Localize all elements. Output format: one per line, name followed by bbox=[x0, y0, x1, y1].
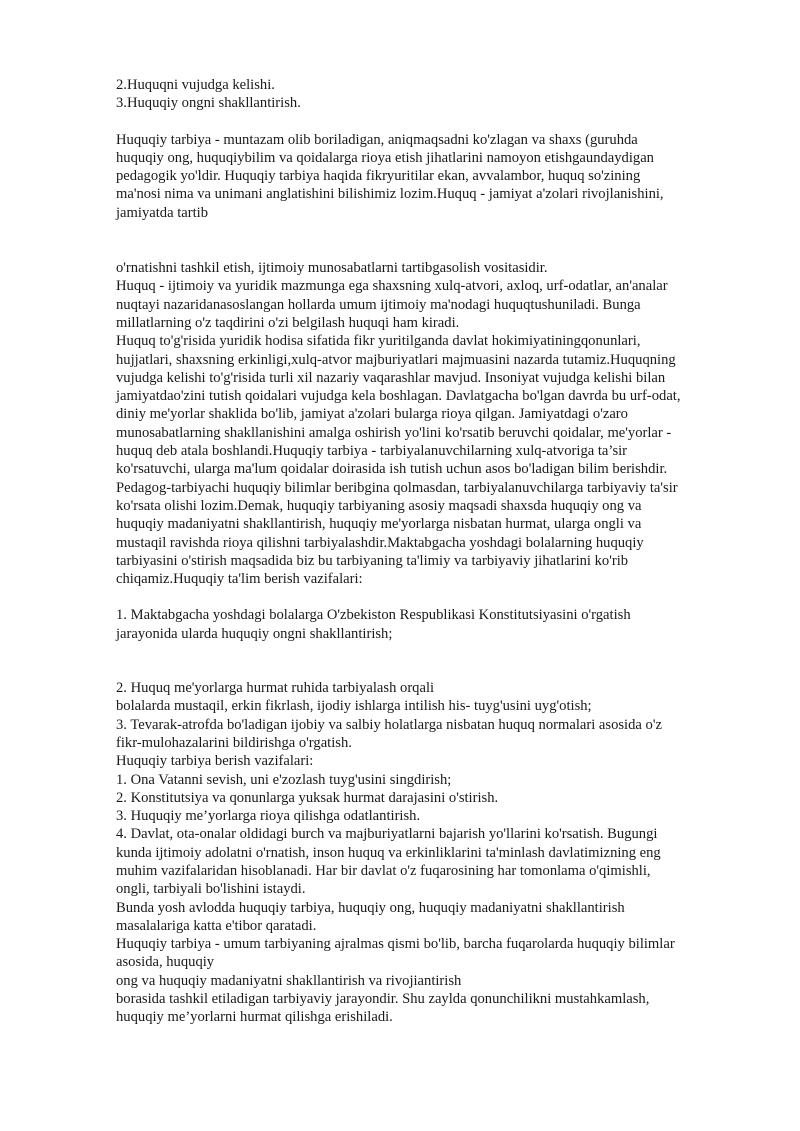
text-line: muhim vazifalaridan hisoblanadi. Har bir davlat o'z fuqarosining har tomonlama o'qimishli, bbox=[116, 862, 651, 879]
text-line: kunda ijtimoiy adolatni o'rnatish, inson huquq va erkinliklarini ta'minlash davlatimizning eng bbox=[116, 844, 661, 861]
text-line: mustaqil ravishda rioya qilishni tarbiyalashdir.Maktabgacha yoshdagi bolalarning huquqiy bbox=[116, 534, 644, 551]
text-line: nuqtayi nazaridanasoslangan hollarda umum ijtimoiy ma'nodagi huquqtushuniladi. Bunga bbox=[116, 296, 641, 313]
paragraph-4 bbox=[116, 679, 740, 1027]
text-line: hujjatlari, shaxsning erkinligi,xulq-atvor majburiyatlari majmuasini nazarda tutamiz.Huquqning bbox=[116, 351, 676, 368]
text-line: Huquqiy tarbiya berish vazifalari: bbox=[116, 753, 314, 770]
text-line: Huquqiy tarbiya - muntazam olib boriladigan, aniqmaqsadni ko'zlagan va shaxs (guruhda bbox=[116, 131, 638, 148]
text-line: ko'rsatuvchi, ularga ma'lum qoidalar doirasida ish tutish uchun asos bo'ladigan bilim berishdir. bbox=[116, 461, 668, 478]
text-line: ongli, tarbiyali bo'lishini istaydi. bbox=[116, 881, 306, 898]
text-line: fikr-mulohazalarini bildirishga o'rgatish. bbox=[116, 734, 352, 751]
text-line: millatlarning o'z taqdirini o'zi belgilash huquqi ham kiradi. bbox=[116, 314, 460, 331]
text-line: 3. Huquqiy me’yorlarga rioya qilishga odatlantirish. bbox=[116, 808, 421, 825]
paragraph-2 bbox=[116, 259, 740, 588]
text-line: huquqiy ong, huquqiybilim va qoidalarga rioya etish jihatlarini namoyon etishgaundaydigan bbox=[116, 149, 654, 166]
text-line: tarbiyasini o'stirish maqsadida biz bu tarbiyaning ta'limiy va tarbiyaviy jihatlarini ko'rib bbox=[116, 552, 629, 569]
paragraph-3 bbox=[116, 606, 740, 643]
text-line: masalalariga katta e'tibor qaratadi. bbox=[116, 917, 317, 934]
text-line: 3. Tevarak-atrofda bo'ladigan ijobiy va salbiy holatlarga nisbatan huquq normalari asosida o'z bbox=[116, 716, 662, 733]
document-page bbox=[116, 76, 740, 1027]
text-line: borasida tashkil etiladigan tarbiyaviy jarayondir. Shu zaylda qonunchilikni mustahkamlash, bbox=[116, 991, 650, 1008]
text-line: Bunda yosh avlodda huquqiy tarbiya, huquqiy ong, huquqiy madaniyatni shakllantirish bbox=[116, 899, 625, 916]
text-line: 1. Maktabgacha yoshdagi bolalarga O'zbekiston Respublikasi Konstitutsiyasini o'rgatish bbox=[116, 607, 631, 624]
text-line: Pedagog-tarbiyachi huquqiy bilimlar beribgina qolmasdan, tarbiyalanuvchilarga tarbiyaviy ta'sir bbox=[116, 479, 678, 496]
text-line: 3.Huquqiy ongni shakllantirish. bbox=[116, 95, 301, 112]
text-line: ong va huquqiy madaniyatni shakllantirish va rivojiantirish bbox=[116, 972, 462, 989]
text-line: Huquqiy tarbiya - umum tarbiyaning ajralmas qismi bo'lib, barcha fuqarolarda huquqiy bilimlar bbox=[116, 936, 675, 953]
text-line: diniy me'yorlar shaklida bo'lib, jamiyat a'zolari bularga rioya qilgan. Jamiyatdagi o'zaro bbox=[116, 406, 628, 423]
text-line: huquqiy madaniyatni shakllantirish, huquqiy me'yorlarga nisbatan hurmat, ularga ongli va bbox=[116, 516, 642, 533]
text-line: bolalarda mustaqil, erkin fikrlash, ijodiy ishlarga intilish his- tuyg'usini uyg'otish; bbox=[116, 698, 592, 715]
text-line: o'rnatishni tashkil etish, ijtimoiy munosabatlarni tartibgasolish vositasidir. bbox=[116, 260, 548, 277]
text-line: pedagogik yo'ldir. Huquqiy tarbiya haqida fikryuritilar ekan, avvalambor, huquq so'zining bbox=[116, 168, 641, 185]
text-line: ma'nosi nima va unimani anglatishini bilishimiz lozim.Huquq - jamiyat a'zolari rivojlanishini, bbox=[116, 186, 664, 203]
text-line: ko'rsata olishi lozim.Demak, huquqiy tarbiyaning asosiy maqsadi shaxsda huquqiy ong va bbox=[116, 497, 642, 514]
text-line: 2.Huquqni vujudga kelishi. bbox=[116, 77, 275, 93]
paragraph-1 bbox=[116, 131, 740, 222]
list-lines bbox=[116, 76, 740, 113]
text-line: Huquq to'g'risida yuridik hodisa sifatida fikr yuritilganda davlat hokimiyatiningqonunlari, bbox=[116, 333, 641, 350]
text-line: 2. Huquq me'yorlarga hurmat ruhida tarbiyalash orqali bbox=[116, 680, 435, 697]
text-line: munosabatlarning shakllanishini amalga oshirish yo'lini ko'rsatib beruvchi qoidalar, me'yorlar - bbox=[116, 424, 672, 441]
text-line: asosida, huquqiy bbox=[116, 954, 215, 971]
text-line: 1. Ona Vatanni sevish, uni e'zozlash tuyg'usini singdirish; bbox=[116, 771, 452, 788]
text-line: 4. Davlat, ota-onalar oldidagi burch va majburiyatlarni bajarish yo'llarini ko'rsatish. Bugungi bbox=[116, 826, 658, 843]
text-line: jamiyatdao'zini tutish qoidalari vujudga kela boshlagan. Davlatgacha bo'lgan davrda bu urf-odat, bbox=[116, 388, 681, 405]
text-line: chiqamiz.Huquqiy ta'lim berish vazifalari: bbox=[116, 571, 363, 588]
text-line: huquq deb atala boshlandi.Huquqiy tarbiya - tarbiyalanuvchilarning xulq-atvoriga ta’sir bbox=[116, 443, 628, 460]
text-line: jarayonida ularda huquqiy ongni shakllantirish; bbox=[116, 625, 393, 642]
text-line: 2. Konstitutsiya va qonunlarga yuksak hurmat darajasini o'stirish. bbox=[116, 789, 499, 806]
text-line: huquqiy me’yorlarni hurmat qilishga erishiladi. bbox=[116, 1009, 393, 1026]
text-line: Huquq - ijtimoiy va yuridik mazmunga ega shaxsning xulq-atvori, axloq, urf-odatlar, an'analar bbox=[116, 278, 668, 295]
text-line: jamiyatda tartib bbox=[116, 204, 208, 221]
text-line: vujudga kelishi to'g'risida turli xil nazariy vaqarashlar mavjud. Insoniyat vujudga kelishi bilan bbox=[116, 369, 666, 386]
